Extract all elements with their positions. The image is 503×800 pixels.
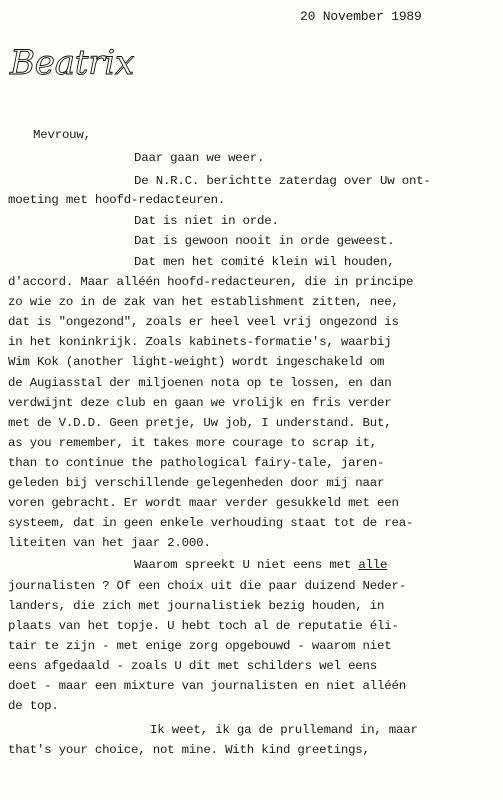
- text-line: landers, die zich met journalistiek bezig houden, in: [8, 599, 385, 613]
- text-line: plaats van het topje. U hebt toch al de reputatie éli-: [8, 619, 399, 633]
- text-line: systeem, dat in geen enkele verhouding staat tot de rea-: [8, 516, 414, 530]
- text-line: de Augiasstal der miljoenen nota op te lossen, en dan: [8, 376, 392, 390]
- text-line: as you remember, it takes more courage to scrap it,: [8, 436, 378, 450]
- text-line: that's your choice, not mine. With kind greetings,: [8, 743, 370, 757]
- text-line: in het koninkrijk. Zoals kabinets-formatie's, waarbij: [8, 335, 392, 349]
- text-line: Daar gaan we weer.: [134, 151, 265, 165]
- text-line: doet - maar een mixture van journalisten en niet alléén: [8, 679, 406, 693]
- text-line: tair te zijn - met enige zorg opgebouwd - waarom niet: [8, 639, 392, 653]
- text-line: Ik weet, ik ga de prullemand in, maar: [150, 723, 418, 737]
- handwritten-signature: [6, 30, 136, 90]
- text-line: geleden bij verschillende gelegenheden door mij naar: [8, 476, 385, 490]
- salutation: Mevrouw,: [33, 128, 91, 142]
- text-run: Waarom spreekt U niet eens met: [134, 558, 352, 572]
- text-line: De N.R.C. berichtte zaterdag over Uw ont-: [134, 174, 431, 188]
- text-line: Wim Kok (another light-weight) wordt ingeschakeld om: [8, 355, 385, 369]
- text-line: dat is "ongezond", zoals er heel veel vrij ongezond is: [8, 315, 399, 329]
- text-line: eens afgedaald - zoals U dit met schilders wel eens: [8, 659, 378, 673]
- text-line: d'accord. Maar alléén hoofd-redacteuren, die in principe: [8, 275, 414, 289]
- text-line: moeting met hoofd-redacteuren.: [8, 193, 226, 207]
- underlined-word: alle: [358, 558, 388, 572]
- text-line: verdwijnt deze club en gaan we vrolijk en fris verder: [8, 396, 392, 410]
- text-line: liteiten van het jaar 2.000.: [8, 536, 211, 550]
- text-line: met de V.D.D. Geen pretje, Uw job, I understand. But,: [8, 416, 392, 430]
- text-line: than to continue the pathological fairy-tale, jaren-: [8, 456, 385, 470]
- text-line: zo wie zo in de zak van het establishment zitten, nee,: [8, 295, 399, 309]
- text-line: voren gebracht. Er wordt maar verder gesukkeld met een: [8, 496, 399, 510]
- letter-date: 20 November 1989: [300, 9, 422, 24]
- text-line: Dat is gewoon nooit in orde geweest.: [134, 234, 395, 248]
- signature-text: Beatrix: [10, 43, 134, 83]
- text-line: journalisten ? Of een choix uit die paar duizend Neder-: [8, 579, 406, 593]
- text-line: Dat men het comité klein wil houden,: [134, 255, 395, 269]
- text-line: Dat is niet in orde.: [134, 214, 279, 228]
- text-line: [134, 557, 387, 573]
- text-line: de top.: [8, 699, 59, 713]
